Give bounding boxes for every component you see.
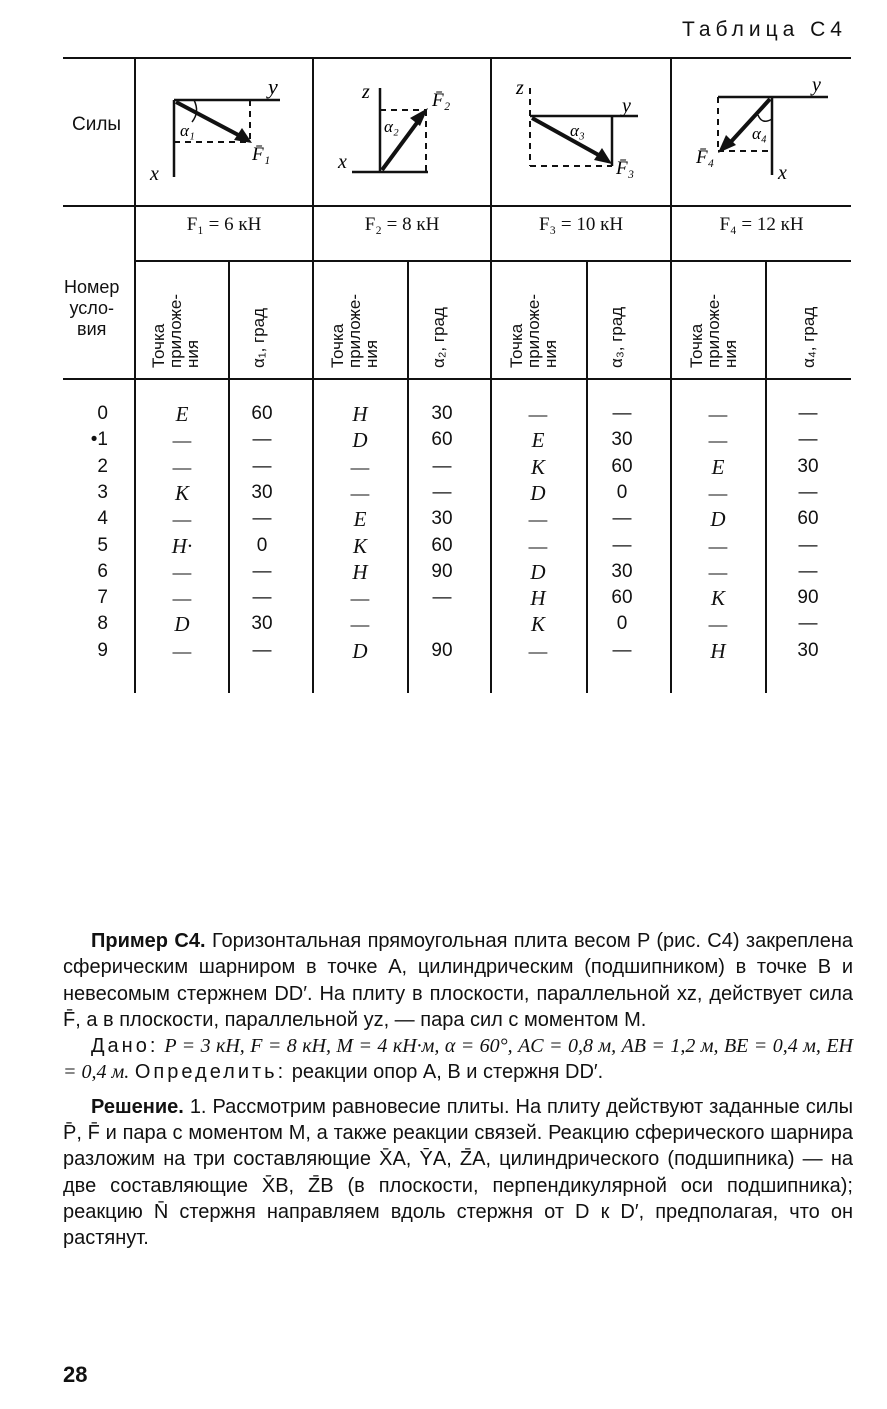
table-cell: K [530,454,545,479]
table-cell: — [350,454,370,479]
table-cell: E [175,402,189,426]
table-c4 [0,0,887,700]
table-cell: — [528,507,548,532]
table-cell: E [711,454,725,479]
table-cell: — [172,586,192,611]
table-cell: — [612,508,632,530]
rule-top [63,57,851,59]
table-cell: 30 [431,508,453,530]
row-number: 2 [97,455,108,477]
table-caption: Таблица С4 [681,18,847,41]
table-cell: — [708,559,728,584]
point-header-2: Точка приложе- ния [328,293,381,368]
row-number: 8 [97,613,108,635]
table-cell: — [432,481,452,503]
table-cell: H [710,638,726,663]
table-cell: 0 [256,534,268,556]
svg-text:α₄: α₄ [752,124,767,143]
table-cell: 60 [611,587,633,609]
col-rule [134,57,136,693]
svg-text:α₂: α₂ [384,117,399,136]
table-cell: — [432,587,452,609]
table-cell: 30 [431,403,453,424]
table-cell: 30 [611,560,633,582]
table-cell: — [708,612,728,637]
table-cell: — [612,534,632,556]
table-cell: E [531,428,545,453]
table-cell: K [530,612,545,637]
table-cell: 30 [251,613,273,635]
svg-text:α₁: α₁ [180,121,195,140]
table-cell: 90 [431,639,453,661]
table-cell: 90 [797,587,819,609]
col-rule [670,57,672,693]
col-rule [765,260,767,693]
table-cell: — [612,403,632,424]
svg-text:α₃: α₃ [570,121,585,140]
force-diagram-1 [142,72,302,187]
row-number: 3 [97,481,108,503]
col-rule [407,260,409,693]
svg-text:F̄₃: F̄₃ [616,158,635,179]
table-cell: — [252,560,272,582]
table-cell: 60 [611,455,633,477]
table-cell: — [252,587,272,609]
table-cell: — [798,429,818,451]
table-cell: — [612,639,632,661]
rule-under-header [63,378,851,380]
row-number: 7 [97,587,108,609]
force-f4-header: F₄ = 12 кН [719,214,804,235]
table-cell: D [174,612,190,637]
force-diagram-3 [508,78,668,193]
svg-text:x: x [778,162,787,184]
svg-text:z: z [362,81,370,103]
row-number: 0 [97,403,108,424]
col-rule [228,260,230,693]
angle-header-3: α₃, град [607,306,626,368]
table-cell: 60 [431,534,453,556]
table-cell: K [352,533,367,558]
table-cell: — [798,481,818,503]
table-cell: — [798,613,818,635]
angle-header-4: α₄, град [799,306,818,368]
table-cell: — [252,429,272,451]
rule-under-diagrams [63,205,851,207]
given-paragraph: Дано: P = 3 кН, F = 8 кН, M = 4 кН·м, α = 60°, AC = 0,8 м, AB = 1,2 м, BE = 0,4 м, EH = 0,4 м. Определить: реакции опор A, B и стержня DD′. [63,1035,853,1084]
force-diagram-4 [688,75,848,190]
angle-header-1: α₁, град [249,307,268,368]
point-header-4: Точка приложе- ния [687,293,740,368]
table-cell: — [798,403,818,424]
example-paragraph-1: Пример С4. Горизонтальная прямоугольная плита весом P (рис. С4) закреплена сферическим шарниром в точке A, цилиндрическим (подшипником) в точке B и невесомым стержнем DD′. На плиту в плоскости, параллельной xz, действует сила F̄, а в плоскости, параллельной yz, — пара сил с моментом M. [63,930,854,1031]
force-f2-header: F₂ = 8 кН [364,214,440,235]
table-cell: 60 [431,429,453,451]
table-cell: 30 [797,455,819,477]
row-number: •1 [90,429,108,451]
table-cell: — [528,402,548,426]
table-cell: — [432,455,452,477]
table-cell: H· [171,533,193,558]
row-number: 4 [97,508,108,530]
svg-text:F̄₂: F̄₂ [432,90,451,111]
col-rule [312,57,314,693]
table-cell: — [528,533,548,558]
force-f1-header: F₁ = 6 кН [186,214,262,235]
table-cell: D [352,428,368,453]
table-cell: 30 [797,639,819,661]
svg-text:F̄₁: F̄₁ [252,144,271,165]
table-cell: — [172,428,192,453]
col-rule [586,260,588,693]
table-cell: — [708,402,728,426]
table-cell: 60 [797,508,819,530]
table-cell: H [352,402,368,426]
table-cell: — [708,533,728,558]
table-cell: H [530,586,546,611]
forces-label: Силы [72,114,122,135]
angle-header-2: α₂, град [429,307,448,368]
table-cell: — [252,455,272,477]
svg-text:z: z [516,78,524,99]
force-f3-header: F₃ = 10 кН [538,214,624,235]
table-cell: 0 [616,481,628,503]
col-rule [490,57,492,693]
table-cell: — [172,454,192,479]
table-cell: — [172,638,192,663]
svg-text:y: y [812,75,821,96]
table-cell: — [350,480,370,505]
table-cell: E [353,507,367,532]
table-cell: — [798,534,818,556]
example-text [63,928,853,1252]
table-cell: 30 [611,429,633,451]
table-cell: — [350,612,370,637]
row-number: 6 [97,560,108,582]
table-cell: H [352,559,368,584]
table-cell: D [530,480,546,505]
table-cell: K [710,586,725,611]
table-cell: — [252,508,272,530]
table-cell: 90 [431,560,453,582]
table-cell: D [530,559,546,584]
rule-under-forces [135,260,851,262]
solution-paragraph: Решение. 1. Рассмотрим равновесие плиты. На плиту действуют заданные силы P̄, F̄ и пара с моментом M, а также реакции связей. Реакцию сферического шарнира разложим на три составляющие X̄A, ȲA, Z̄A, цилиндрического (подшипника) — на две составляющие X̄B, Z̄B (в плоскости, перпендикулярной оси подшипника); реакцию N̄ стержня направляем вдоль стержня от D к D′, предполагая, что он растянут. [63,1095,853,1250]
table-cell: D [710,507,726,532]
table-cell: K [174,480,189,505]
condition-number-label: Номер усло- вия [64,277,120,339]
table-cell: — [798,560,818,582]
table-cell: — [172,559,192,584]
svg-text:y: y [622,95,631,117]
table-cell: D [352,638,368,663]
table-cell: — [350,586,370,611]
svg-text:x: x [150,163,159,185]
table-cell: 30 [251,481,273,503]
svg-text:x: x [338,151,347,173]
force-diagram-2 [330,80,490,195]
point-header-1: Точка приложе- ния [149,293,202,368]
table-cell: 60 [251,403,273,424]
table-cell: — [528,638,548,663]
svg-text:y: y [268,74,278,99]
row-number: 5 [97,534,108,556]
table-cell: 0 [616,613,628,635]
row-number: 9 [97,639,108,661]
table-cell: — [172,507,192,532]
table-cell: — [252,639,272,661]
svg-text:F̄₄: F̄₄ [696,147,715,168]
page-number: 28 [63,1362,88,1387]
table-cell: — [708,480,728,505]
table-cell: — [708,428,728,453]
point-header-3: Точка приложе- ния [507,293,560,368]
